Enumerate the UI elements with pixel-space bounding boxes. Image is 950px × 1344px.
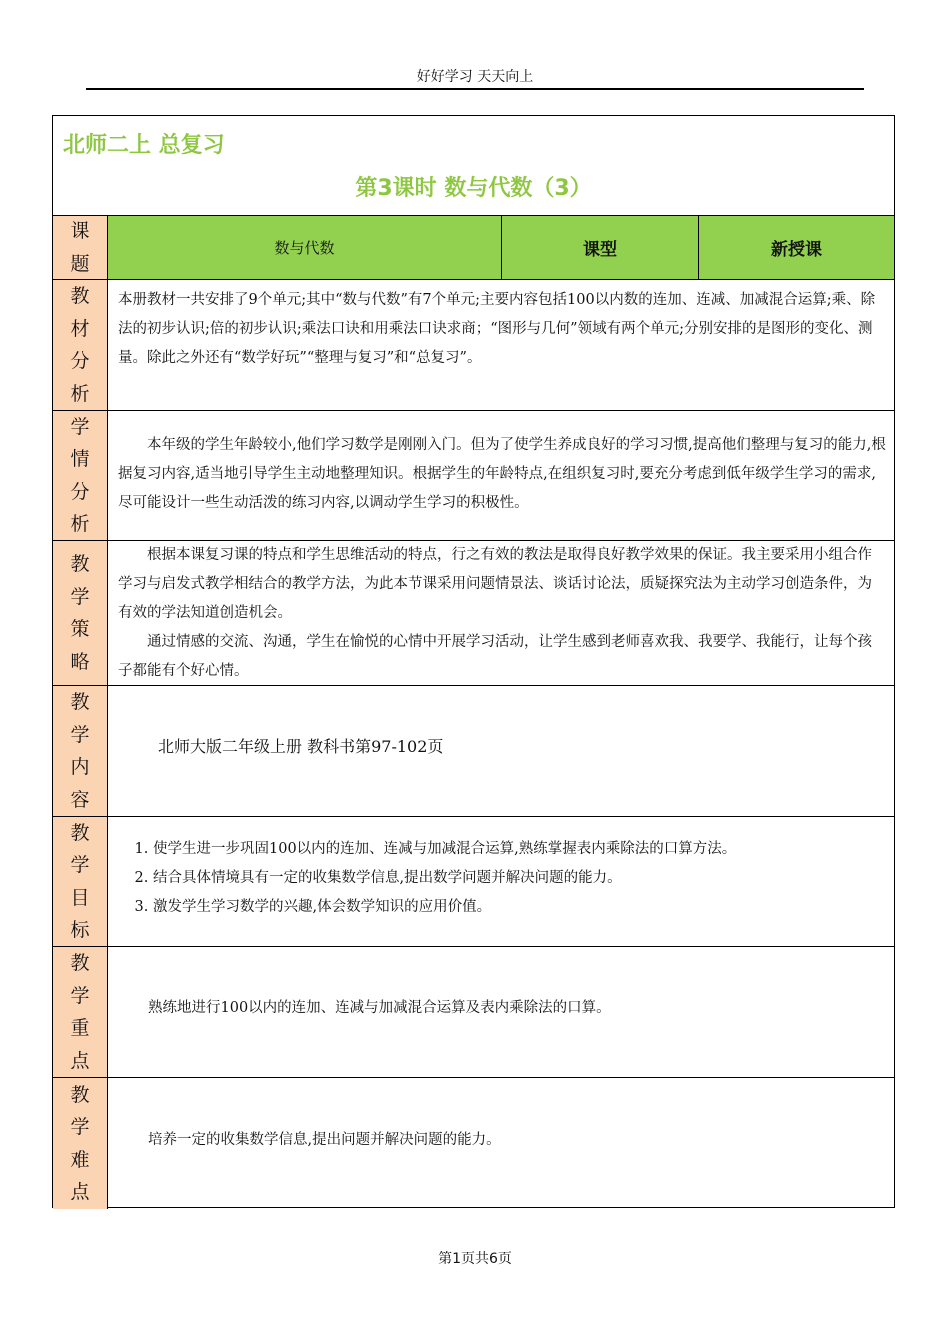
goal-item: 1. 使学生进一步巩固100以内的连加、连减与加减混合运算,熟练掌握表内乘除法的口算方法。 [153, 835, 886, 864]
material-row [53, 280, 894, 411]
lesson-title: 第3课时 数与代数（3） [355, 176, 592, 201]
key-row [53, 947, 894, 1078]
content-label: 教学内容 [53, 686, 108, 816]
strategy-label: 教学策略 [53, 541, 108, 685]
material-text: 本册教材一共安排了9个单元;其中“数与代数”有7个单元;主要内容包括100以内数的连加、连减、加减混合运算;乘、除法的初步认识;倍的初步认识;乘法口诀和用乘法口诀求商；“图形与几何”领域有两个单元;分别安排的是图形的变化、测量。除此之外还有“数学好玩”“整理与复习”和“总复习”。 [118, 292, 876, 366]
key-label: 教学重点 [53, 947, 108, 1077]
students-label: 学情分析 [53, 411, 108, 540]
key-text: 熟练地进行100以内的连加、连减与加减混合运算及表内乘除法的口算。 [148, 1000, 611, 1016]
goals-label: 教学目标 [53, 817, 108, 946]
topic-value: 数与代数 [108, 216, 502, 279]
goals-list [118, 835, 886, 922]
page-footer: 第1页共6页 [438, 1251, 512, 1267]
goals-row [53, 817, 894, 947]
strategy-paragraph-2: 通过情感的交流、沟通，学生在愉悦的心情中开展学习活动，让学生感到老师喜欢我、我要学、我能行，让每个孩子都能有个好心情。 [118, 634, 872, 679]
series-title: 北师二上 总复习 [63, 133, 225, 158]
content-text: 北师大版二年级上册 教科书第97-102页 [158, 737, 444, 756]
students-text: 本年级的学生年龄较小,他们学习数学是刚刚入门。但为了使学生养成良好的学习习惯,提高他们整理与复习的能力,根据复习内容,适当地引导学生主动地整理知识。根据学生的年龄特点,在组织复习时,要充分考虑到低年级学生学习的需求,尽可能设计一些生动活泼的练习内容,以调动学生学习的积极性。 [118, 437, 886, 511]
page-header: 好好学习 天天向上 [86, 66, 864, 90]
material-label: 教材分析 [53, 280, 108, 410]
topic-label: 课题 [53, 216, 108, 279]
strategy-paragraph-1: 根据本课复习课的特点和学生思维活动的特点，行之有效的教法是取得良好教学效果的保证。我主要采用小组合作学习与启发式教学相结合的教学方法，为此本节课采用问题情景法、谈话讨论法，质疑探究法为主动学习创造条件，为有效的学法知道创造机会。 [118, 547, 872, 621]
strategy-row [53, 541, 894, 686]
students-row [53, 411, 894, 541]
goal-item: 2. 结合具体情境具有一定的收集数学信息,提出数学问题并解决问题的能力。 [153, 864, 886, 893]
goal-item: 3. 激发学生学习数学的兴趣,体会数学知识的应用价值。 [153, 893, 886, 922]
difficulty-row [53, 1078, 894, 1209]
lesson-type-value: 新授课 [771, 240, 822, 260]
content-row [53, 686, 894, 817]
topic-row [53, 216, 894, 280]
difficulty-text: 培养一定的收集数学信息,提出问题并解决问题的能力。 [148, 1132, 501, 1148]
difficulty-label: 教学难点 [53, 1078, 108, 1209]
lesson-plan-table [52, 115, 895, 1208]
lesson-type-label: 课型 [502, 216, 699, 279]
title-block [53, 116, 894, 216]
